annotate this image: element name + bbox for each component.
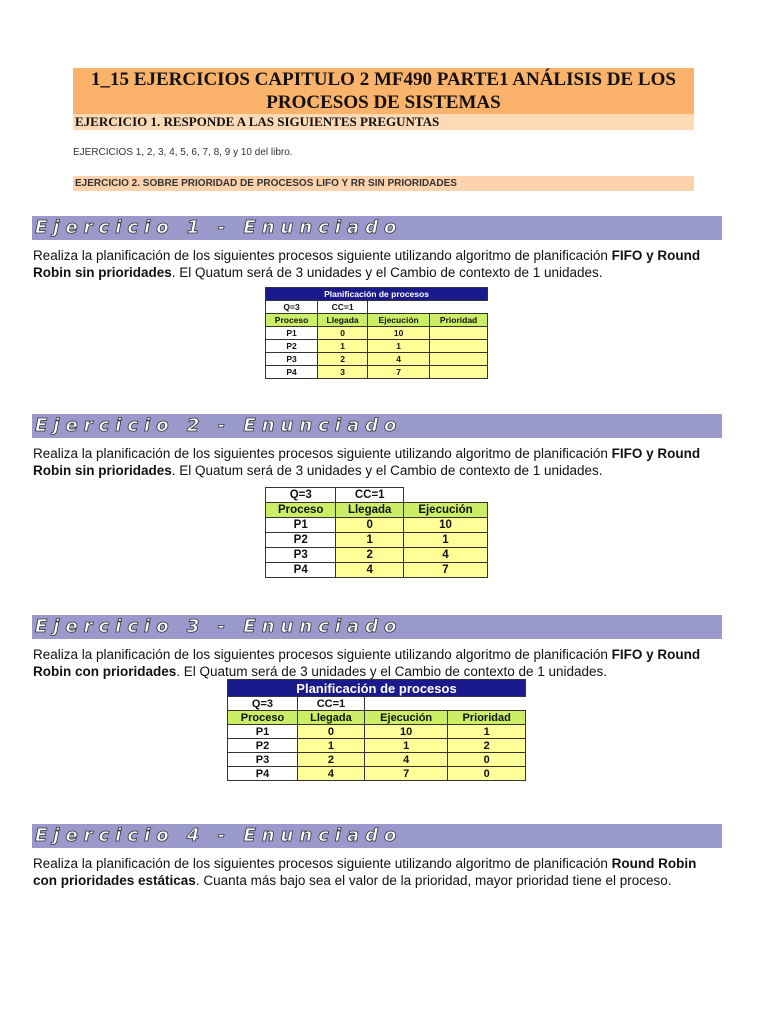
ex1-cell: 2 <box>318 353 368 366</box>
ex1-bold: FIFO y Round Robin sin prioridades <box>33 248 701 280</box>
ex3-cell: P1 <box>228 725 298 739</box>
ex3-cell: 0 <box>448 767 526 781</box>
ex2-cell: 0 <box>336 518 404 533</box>
ex2-cell: P2 <box>266 533 336 548</box>
ex3-cc: CC=1 <box>297 697 364 711</box>
ex1-cell <box>430 340 488 353</box>
ex1-cell: 3 <box>318 366 368 379</box>
ex1-cell <box>430 366 488 379</box>
ex1-banner <box>32 216 722 240</box>
ex2-cell: 1 <box>336 533 404 548</box>
ex3-cell: 1 <box>297 739 364 753</box>
ex3-table-title: Planificación de procesos <box>228 680 526 697</box>
ex2-header-cell: Llegada <box>336 503 404 518</box>
ex2-q: Q=3 <box>266 488 336 503</box>
ex3-cell: P2 <box>228 739 298 753</box>
ex2-cell: 1 <box>403 533 487 548</box>
ex2-text2: . El Quatum será de 3 unidades y el Cambio de contexto de 1 unidades. <box>171 463 603 478</box>
ex3-cell: P3 <box>228 753 298 767</box>
page-title: 1_15 EJERCICIOS CAPITULO 2 MF490 PARTE1 ANÁLISIS DE LOS PROCESOS DE SISTEMAS <box>91 69 676 113</box>
ex2-banner <box>32 414 722 438</box>
ex3-empty <box>364 697 447 711</box>
ex3-banner <box>32 615 722 639</box>
ex2-cell: P4 <box>266 563 336 578</box>
ex1-cc: CC=1 <box>318 301 368 314</box>
ex3-cell: 2 <box>448 739 526 753</box>
ex3-cell: 0 <box>448 753 526 767</box>
ex1-cell: 1 <box>368 340 430 353</box>
ex1-cell <box>430 327 488 340</box>
ex1-banner-text: Ejercicio 1 - Enunciado <box>35 217 403 238</box>
ex3-bold: FIFO y Round Robin con prioridades <box>33 647 701 679</box>
ex1-paragraph <box>33 247 723 281</box>
ex2-empty <box>403 488 487 503</box>
ex2-header-cell: Proceso <box>266 503 336 518</box>
ex3-header-cell: Ejecución <box>364 711 447 725</box>
subtitle-bar <box>73 114 694 130</box>
ex1-cell: 10 <box>368 327 430 340</box>
ex3-cell: 4 <box>297 767 364 781</box>
ex1-cell: 4 <box>368 353 430 366</box>
ex2-cc: CC=1 <box>336 488 404 503</box>
ex2-cell: 10 <box>403 518 487 533</box>
ex1-header-cell: Prioridad <box>430 314 488 327</box>
subtitle: EJERCICIO 1. RESPONDE A LAS SIGUIENTES PREGUNTAS <box>75 114 440 129</box>
ex1-header-cell: Proceso <box>266 314 318 327</box>
ex3-cell: 0 <box>297 725 364 739</box>
ex2-cell: 4 <box>336 563 404 578</box>
ex3-header-cell: Proceso <box>228 711 298 725</box>
ex1-header-cell: Ejecución <box>368 314 430 327</box>
ex3-header-cell: Prioridad <box>448 711 526 725</box>
ex4-text2: . Cuanta más bajo sea el valor de la prioridad, mayor prioridad tiene el proceso. <box>195 873 672 888</box>
title-box <box>73 68 694 114</box>
ex1-q: Q=3 <box>266 301 318 314</box>
ex1-cell: P1 <box>266 327 318 340</box>
ex1-cell: P3 <box>266 353 318 366</box>
ex1-table-title: Planificación de procesos <box>266 288 488 301</box>
ex4-text1: Realiza la planificación de los siguientes procesos siguiente utilizando algoritmo de planificación <box>33 856 612 871</box>
ex1-cell: 1 <box>318 340 368 353</box>
ex3-text2: . El Quatum será de 3 unidades y el Cambio de contexto de 1 unidades. <box>176 664 608 679</box>
book-exercises-note: EJERCICIOS 1, 2, 3, 4, 5, 6, 7, 8, 9 y 10 del libro. <box>73 147 293 158</box>
ex2-cell: 4 <box>403 548 487 563</box>
ex4-bold: Round Robin con prioridades estáticas <box>33 856 697 888</box>
ex2-cell: P1 <box>266 518 336 533</box>
ex3-header-cell: Llegada <box>297 711 364 725</box>
ex3-cell: 1 <box>364 739 447 753</box>
ex3-cell: P4 <box>228 767 298 781</box>
ex3-cell: 2 <box>297 753 364 767</box>
ex1-text1: Realiza la planificación de los siguientes procesos siguiente utilizando algoritmo de planificación <box>33 248 612 263</box>
ex1-cell: 0 <box>318 327 368 340</box>
ex4-paragraph <box>33 855 723 889</box>
ex3-table <box>227 679 526 781</box>
ex1-text2: . El Quatum será de 3 unidades y el Cambio de contexto de 1 unidades. <box>171 265 603 280</box>
ex1-empty <box>368 301 430 314</box>
ex2-cell: P3 <box>266 548 336 563</box>
ex2-cell: 2 <box>336 548 404 563</box>
section2-heading: EJERCICIO 2. SOBRE PRIORIDAD DE PROCESOS LIFO Y RR SIN PRIORIDADES <box>73 176 694 191</box>
ex2-bold: FIFO y Round Robin sin prioridades <box>33 446 701 478</box>
ex1-cell: 7 <box>368 366 430 379</box>
ex2-cell: 7 <box>403 563 487 578</box>
ex4-banner <box>32 824 722 848</box>
ex3-banner-text: Ejercicio 3 - Enunciado <box>35 616 403 637</box>
ex3-empty <box>448 697 526 711</box>
ex3-paragraph <box>33 646 723 680</box>
ex3-cell: 4 <box>364 753 447 767</box>
ex1-cell: P2 <box>266 340 318 353</box>
ex1-cell: P4 <box>266 366 318 379</box>
ex2-table <box>265 487 488 578</box>
ex2-banner-text: Ejercicio 2 - Enunciado <box>35 415 403 436</box>
ex3-cell: 1 <box>448 725 526 739</box>
ex1-cell <box>430 353 488 366</box>
ex4-banner-text: Ejercicio 4 - Enunciado <box>35 825 403 846</box>
ex1-table <box>265 287 488 379</box>
ex1-header-cell: Llegada <box>318 314 368 327</box>
ex1-empty <box>430 301 488 314</box>
ex2-paragraph <box>33 445 723 479</box>
ex3-cell: 7 <box>364 767 447 781</box>
ex2-text1: Realiza la planificación de los siguientes procesos siguiente utilizando algoritmo de planificación <box>33 446 612 461</box>
ex2-header-cell: Ejecución <box>403 503 487 518</box>
ex3-text1: Realiza la planificación de los siguientes procesos siguiente utilizando algoritmo de planificación <box>33 647 612 662</box>
ex3-q: Q=3 <box>228 697 298 711</box>
ex3-cell: 10 <box>364 725 447 739</box>
